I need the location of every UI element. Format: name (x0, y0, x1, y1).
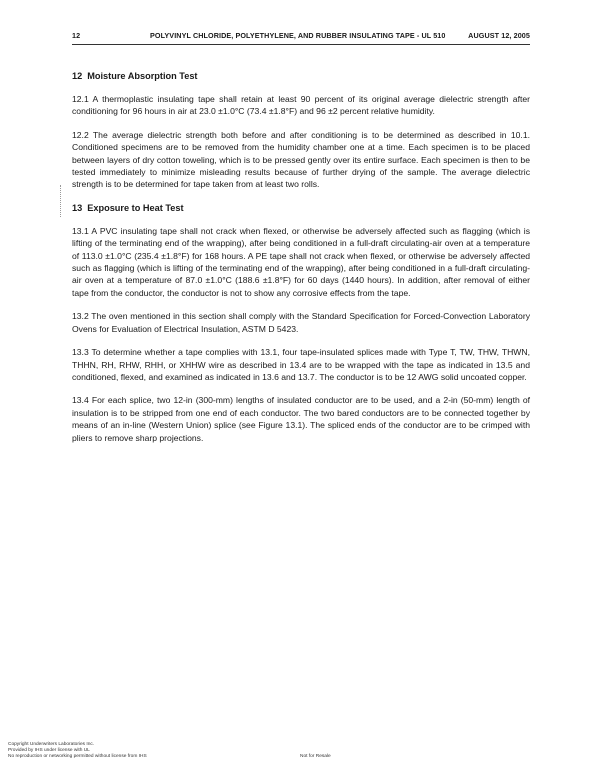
section-heading (72, 202, 530, 214)
paragraph-13-3: 13.3 To determine whether a tape complies with 13.1, four tape-insulated splices made with Type T, TW, THW, THWN, THHN, RH, RHW, RHH, or XHHW wire as described in 13.4 are to be wrapped with the tape as indicated in 13.5 and conditioned, flexed, and examined as indicated in 13.6 and 13.7. The conductor is to be 12 AWG solid uncoated copper. (72, 347, 530, 382)
page-header (72, 31, 530, 45)
section-number: 13 (72, 202, 83, 213)
section-13 (72, 202, 530, 444)
paragraph-12-2: 12.2 The average dielectric strength both before and after conditioning is to be determined as described in 10.1. Conditioned specimens are to be removed from the humidity chamber one at a time. Each specimen is to be placed between layers of dry cotton toweling, which is to be pressed gently over its entire surface. Each specimen is then to be tested immediately to minimize misleading results because of further drying of the sample. The average dielectric strength is to be determined for tape taken from at least two rolls. (72, 129, 530, 190)
section-12 (72, 70, 530, 191)
paragraph-12-1: 12.1 A thermoplastic insulating tape shall retain at least 90 percent of its original average dielectric strength after conditioning for 96 hours in air at 23.0 ±1.0°C (73.4 ±1.8°F) and 96 ±2 percent relative humidity. (72, 94, 530, 117)
document-title: POLYVINYL CHLORIDE, POLYETHYLENE, AND RUBBER INSULATING TAPE - UL 510 (150, 31, 446, 40)
paragraph-13-4: 13.4 For each splice, two 12-in (300-mm) lengths of insulated conductor are to be used, and a 2-in (50-mm) length of insulation is to be stripped from one end of each conductor. The two bared conductors are to be connected together by means of an in-line (Western Union) splice (see Figure 13.1). The spliced ends of the conductor are to be crimped with pliers to remove sharp projections. (72, 395, 530, 443)
not-for-resale-notice: Not for Resale (300, 754, 331, 759)
footer-line: Copyright Underwriters Laboratories Inc. (8, 742, 95, 747)
section-title: Exposure to Heat Test (87, 202, 184, 213)
page-content (72, 70, 530, 455)
copyright-notice (8, 742, 147, 761)
page-number: 12 (72, 31, 81, 40)
section-heading (72, 70, 530, 82)
header-rule (72, 44, 530, 45)
paragraph-13-2: 13.2 The oven mentioned in this section shall comply with the Standard Specification for Forced-Convection Laboratory Ovens for Evaluation of Electrical Insulation, ASTM D 5423. (72, 311, 530, 334)
document-date: AUGUST 12, 2005 (468, 31, 530, 40)
revision-margin-mark (60, 185, 61, 217)
footer-line: No reproduction or networking permitted without license from IHS (8, 754, 147, 760)
section-title: Moisture Absorption Test (87, 71, 198, 81)
footer-line: Provided by IHS under license with UL (8, 748, 90, 754)
paragraph-13-1: 13.1 A PVC insulating tape shall not crack when flexed, or otherwise be adversely affected such as flagging (which is lifting of the terminating end of the wrapping), after being conditioned in a full-draft circulating-air oven at a temperature of 113.0 ±1.0°C (235.4 ±1.8°F) for 168 hours. A PE tape shall not crack when flexed, or otherwise be adversely affected such as flagging (which is lifting of the terminating end of the wrapping), after being conditioned in a full-draft circulating-air oven at a temperature of 87.0 ±1.0°C (188.6 ±1.8°F) for 60 days (1440 hours). In addition, after removal of either tape from the conductor, the conductor is not to show any corrosive effects from the tape. (72, 225, 530, 298)
section-number: 12 (72, 71, 83, 81)
